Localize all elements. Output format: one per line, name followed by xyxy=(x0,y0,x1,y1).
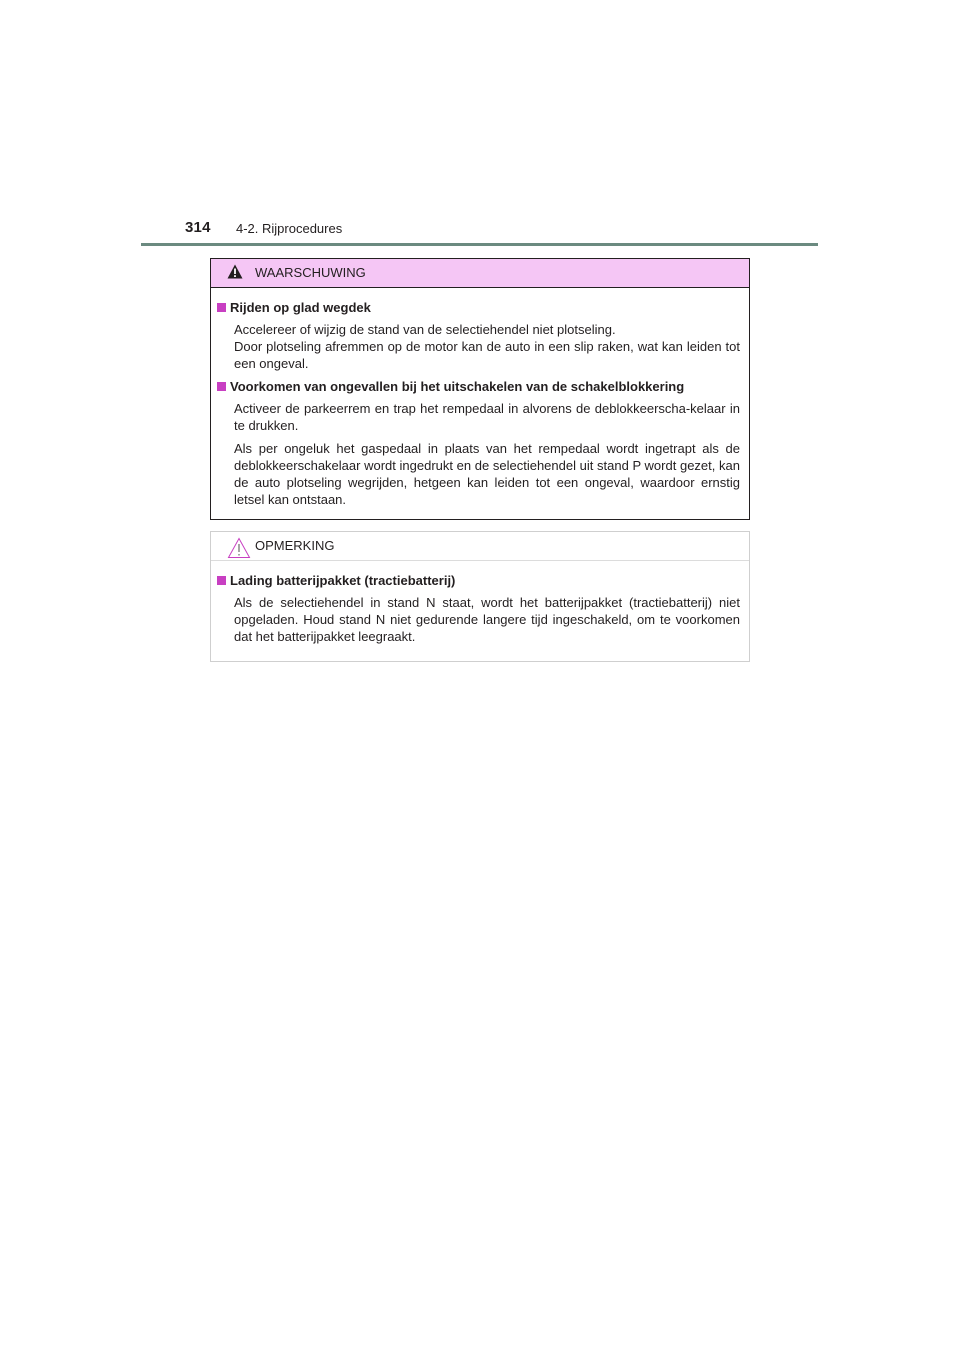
note-paragraph: Als de selectiehendel in stand N staat, wordt het batterijpakket (tractiebatterij) niet opgeladen. Houd stand N niet gedurende langere tijd ingeschakeld, om te voorkomen dat het batterijpakket leegraakt. xyxy=(234,595,740,644)
note-item-title: Lading batterijpakket (tractiebatterij) xyxy=(216,572,740,590)
warning-box xyxy=(210,258,750,520)
page-number: 314 xyxy=(185,219,211,236)
note-box xyxy=(210,531,750,662)
warning-triangle-outline-icon xyxy=(227,537,251,562)
warning-paragraph: Activeer de parkeerrem en trap het rempedaal in alvorens de deblokkeerscha-kelaar in te drukken. xyxy=(234,401,740,433)
warning-item-title: Rijden op glad wegdek xyxy=(216,299,740,317)
warning-paragraph: Door plotseling afremmen op de motor kan de auto in een slip raken, wat kan leiden tot een ongeval. xyxy=(234,339,740,371)
bullet-square-icon xyxy=(217,576,226,585)
note-box-title: OPMERKING xyxy=(255,538,335,553)
note-box-header xyxy=(211,532,749,561)
warning-paragraph: Accelereer of wijzig de stand van de selectiehendel niet plotseling. xyxy=(234,322,616,337)
section-title: 4-2. Rijprocedures xyxy=(236,221,343,236)
warning-box-title: WAARSCHUWING xyxy=(255,265,366,280)
header-divider xyxy=(141,243,818,246)
warning-box-header xyxy=(211,259,749,288)
warning-paragraph: Als per ongeluk het gaspedaal in plaats van het rempedaal wordt ingetrapt als de deblokkeerschakelaar wordt ingedrukt en de selectiehendel uit stand P wordt gezet, kan de auto plotseling wegrijden, hetgeen kan leiden tot een ongeval, waardoor ernstig letsel kan ontstaan. xyxy=(234,441,740,507)
bullet-square-icon xyxy=(217,303,226,312)
warning-triangle-filled-icon xyxy=(227,264,243,282)
warning-item-title: Voorkomen van ongevallen bij het uitschakelen van de schakelblokkering xyxy=(216,378,740,396)
bullet-square-icon xyxy=(217,382,226,391)
